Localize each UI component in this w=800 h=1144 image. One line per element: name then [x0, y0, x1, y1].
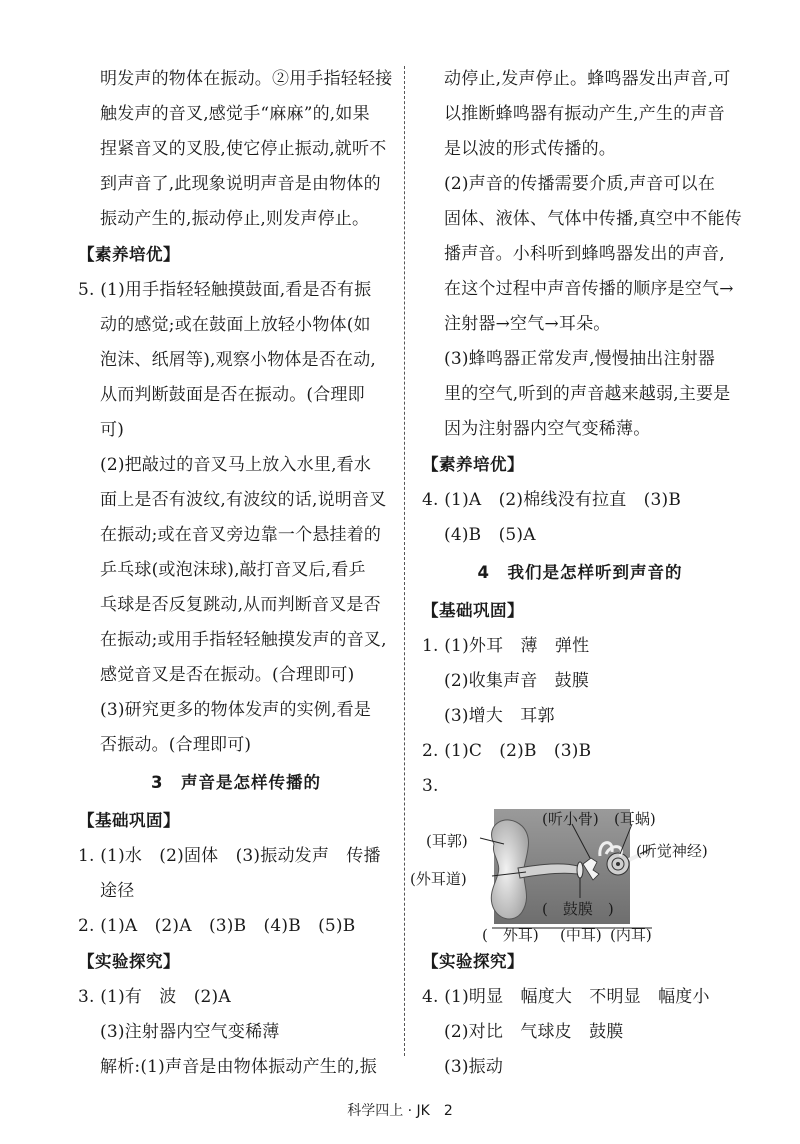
section-heading-jichu: 【基础巩固】	[422, 601, 524, 620]
question-5-line: 面上是否有波纹,有波纹的话,说明音叉	[100, 490, 387, 510]
question-5-line: 动的感觉;或在鼓面上放轻小物体(如	[100, 315, 371, 335]
chapter-4-title: 4 我们是怎样听到声音的	[477, 563, 683, 582]
text-line: 在这个过程中声音传播的顺序是空气→	[444, 279, 734, 299]
question-5-line: 泡沫、纸屑等),观察小物体是否在动,	[100, 350, 377, 370]
label-inner-ear: (内耳)	[610, 926, 652, 944]
question-5-line: 在振动;或在音叉旁边靠一个悬挂着的	[100, 525, 382, 545]
question-1-line: 1. (1)外耳 薄 弹性	[422, 636, 590, 656]
question-5-line: (3)研究更多的物体发声的实例,看是	[100, 700, 372, 720]
ear-diagram	[410, 804, 738, 944]
label-outer-ear: ( 外耳)	[482, 926, 539, 944]
question-5-line: 乒乓球(或泡沫球),敲打音叉后,看乒	[100, 560, 366, 580]
right-column	[410, 62, 743, 1085]
question-1-line: 1. (1)水 (2)固体 (3)振动发声 传播	[78, 846, 381, 866]
text-line: 里的空气,听到的声音越来越弱,主要是	[444, 384, 731, 404]
question-4-line: (4)B (5)A	[444, 525, 536, 545]
question-3-label: 3.	[422, 776, 439, 796]
question-5-line: 可)	[100, 420, 125, 440]
text-line: 动停止,发声停止。蜂鸣器发出声音,可	[444, 69, 731, 89]
question-1-line: (3)增大 耳郭	[444, 706, 555, 726]
left-column	[78, 62, 394, 1085]
text-line: 明发声的物体在振动。②用手指轻轻接	[100, 69, 393, 89]
text-line: 到声音了,此现象说明声音是由物体的	[100, 174, 381, 194]
column-divider	[404, 66, 405, 1056]
question-3-line: 3. (1)有 波 (2)A	[78, 987, 231, 1007]
question-1-line: (2)收集声音 鼓膜	[444, 671, 590, 691]
question-2-line: 2. (1)C (2)B (3)B	[422, 741, 592, 761]
question-4-line: 4. (1)A (2)棉线没有拉直 (3)B	[422, 490, 682, 510]
label-cochlea: (耳蜗)	[614, 810, 656, 828]
text-line: 是以波的形式传播的。	[444, 139, 616, 159]
question-5-line: 乓球是否反复跳动,从而判断音叉是否	[100, 595, 381, 615]
question-4-line: 4. (1)明显 幅度大 不明显 幅度小	[422, 987, 710, 1007]
text-line: (3)蜂鸣器正常发声,慢慢抽出注射器	[444, 349, 716, 369]
question-4-line: (2)对比 气球皮 鼓膜	[444, 1022, 624, 1042]
page-footer: 科学四上 · JK 2	[347, 1103, 453, 1119]
question-5-line: 否振动。(合理即可)	[100, 735, 252, 755]
text-line: 触发声的音叉,感觉手“麻麻”的,如果	[100, 104, 370, 124]
section-heading-shiyan: 【实验探究】	[78, 952, 180, 971]
question-5-line: 感觉音叉是否在振动。(合理即可)	[100, 665, 355, 685]
text-line: 因为注射器内空气变稀薄。	[444, 419, 651, 439]
text-line: (2)声音的传播需要介质,声音可以在	[444, 174, 716, 194]
question-4-line: (3)振动	[444, 1057, 504, 1077]
text-line: 振动产生的,振动停止,则发声停止。	[100, 209, 370, 229]
label-middle-ear: (中耳)	[560, 926, 602, 944]
section-heading-suyang: 【素养培优】	[422, 455, 524, 474]
label-pinna: (耳郭)	[426, 832, 468, 850]
question-5-line: 5. (1)用手指轻轻触摸鼓面,看是否有振	[78, 280, 372, 300]
label-ossicles: (听小骨)	[542, 810, 599, 828]
text-line: 以推断蜂鸣器有振动产生,产生的声音	[444, 104, 725, 124]
question-3-line: 解析:(1)声音是由物体振动产生的,振	[100, 1057, 378, 1077]
chapter-3-title: 3 声音是怎样传播的	[151, 773, 321, 792]
section-heading-jichu: 【基础巩固】	[78, 811, 180, 830]
label-eardrum: ( 鼓膜 )	[542, 900, 614, 918]
label-ear-canal: (外耳道)	[410, 870, 467, 888]
question-5-line: 从而判断鼓面是否在振动。(合理即	[100, 385, 365, 405]
section-heading-shiyan: 【实验探究】	[422, 952, 524, 971]
question-5-line: (2)把敲过的音叉马上放入水里,看水	[100, 455, 372, 475]
question-3-line: (3)注射器内空气变稀薄	[100, 1022, 280, 1042]
text-line: 捏紧音叉的叉股,使它停止振动,就听不	[100, 139, 387, 159]
text-line: 播声音。小科听到蜂鸣器发出的声音,	[444, 244, 725, 264]
label-auditory-nerve: (听觉神经)	[636, 842, 708, 860]
text-line: 固体、液体、气体中传播,真空中不能传	[444, 209, 743, 229]
eardrum	[577, 862, 583, 878]
question-5-line: 在振动;或用手指轻轻触摸发声的音叉,	[100, 630, 387, 650]
question-2-line: 2. (1)A (2)A (3)B (4)B (5)B	[78, 916, 356, 936]
question-1-line: 途径	[100, 881, 135, 901]
section-heading-suyang: 【素养培优】	[78, 245, 180, 264]
text-line: 注射器→空气→耳朵。	[444, 314, 611, 334]
